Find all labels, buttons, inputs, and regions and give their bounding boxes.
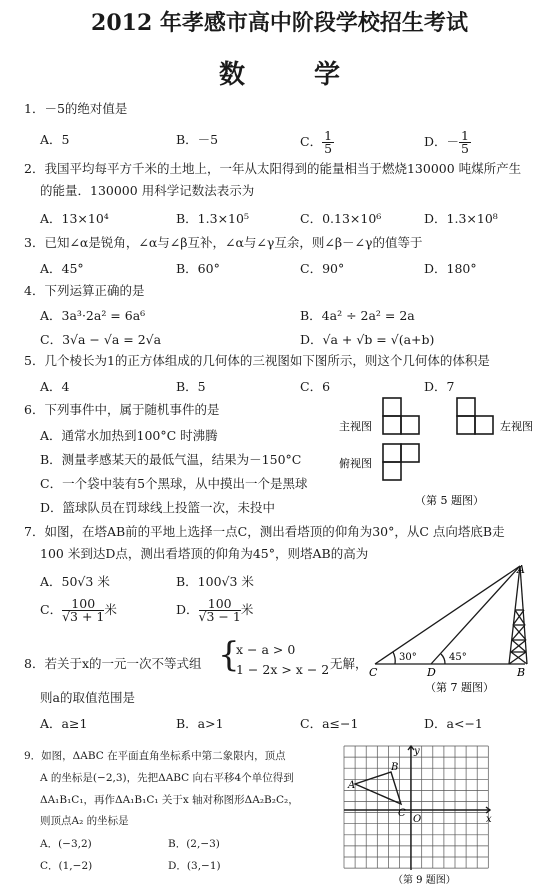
q4-opt-a: A．3a³·2a² = 6a⁶: [40, 308, 146, 323]
q8-ineq-1: x − a > 0: [236, 642, 296, 657]
sight-line-d: [431, 566, 520, 664]
q3-opt-d: D．180°: [424, 261, 477, 276]
q2-opt-c: C．0.13×10⁶: [300, 211, 382, 226]
q9-figure-caption: （第 9 题图）: [393, 875, 456, 886]
angle-45-label: 45°: [449, 652, 467, 663]
q8-opt-b: B．a>1: [176, 716, 224, 731]
q8-stem-b: 无解，: [330, 656, 368, 671]
q5-three-views-figure: [335, 392, 550, 514]
q7-opt-d: D． $\frac{100}{√3 - 1}$ 米: [176, 596, 254, 624]
left-view-cell: [457, 416, 475, 434]
q7-line1: 7．如图，在塔AB前的平地上选择一点C，测出看塔顶的仰角为30°，从C 点向塔底B走: [24, 524, 505, 539]
q9-line1: 9．如图，ΔABC 在平面直角坐标系中第二象限内，顶点: [24, 750, 286, 762]
q5-opt-a: A．4: [40, 379, 70, 394]
left-view-cell: [475, 416, 493, 434]
left-view-label: 左视图: [500, 420, 533, 433]
q9-line2: A 的坐标是(−2,3)，先把ΔABC 向右平移4个单位得到: [40, 772, 294, 784]
q2-line2: 的能量．130000 用科学记数法表示为: [40, 183, 255, 198]
q8-opt-a: A．a≥1: [40, 716, 88, 731]
q3-opt-c: C．90°: [300, 261, 345, 276]
q6-opt-a: A．通常水加热到100°C 时沸腾: [40, 428, 218, 443]
q3-opt-a: A．45°: [40, 261, 84, 276]
q9-opt-c: C．(1,−2): [40, 860, 93, 872]
q9-opt-d: D．(3,−1): [168, 860, 221, 872]
x-axis-label: x: [486, 814, 492, 825]
main-view-cell: [383, 398, 401, 416]
q8-ineq-2: 1 − 2x > x − 2: [236, 662, 330, 677]
q8-brace: {: [218, 635, 240, 675]
q7-opt-a: A．50√3 米: [40, 574, 110, 589]
q5-stem: 5．几个棱长为1的正方体组成的几何体的三视图如下图所示，则这个几何体的体积是: [24, 353, 490, 368]
q8-line2: 则a的取值范围是: [40, 690, 135, 705]
angle-30-label: 30°: [399, 652, 417, 663]
q1-frac-d: $\frac{1}{5}$: [461, 128, 469, 156]
q7-tower-figure: [365, 560, 555, 695]
q4-opt-b: B．4a² ÷ 2a² = 2a: [300, 308, 415, 323]
q2-opt-a: A．13×10⁴: [40, 211, 109, 226]
q9-opt-a: A．(−3,2): [40, 838, 92, 850]
angle-arc-30: [393, 652, 395, 664]
exam-title: 2012 年孝感市高中阶段学校招生考试: [91, 10, 468, 36]
q5-opt-d: D．7: [424, 379, 455, 394]
left-view-cell: [457, 398, 475, 416]
main-view-cell: [401, 416, 419, 434]
q1-opt-c: C． $\frac{1}{5}$: [300, 128, 333, 156]
q1-opt-b: B．－5: [176, 132, 219, 147]
q7-frac-d: $\frac{100}{√3 - 1}$: [198, 596, 241, 624]
point-b-label: B: [517, 666, 526, 679]
top-view-cell: [383, 462, 401, 480]
sight-line-c: [375, 566, 520, 664]
top-view-cell: [383, 444, 401, 462]
q9-grid-figure: [338, 742, 496, 886]
q9-line3: ΔA₁B₁C₁，再作ΔA₁B₁C₁ 关于x 轴对称图形ΔA₂B₂C₂，: [40, 794, 299, 806]
q4-opt-c: C．3√a − √a = 2√a: [40, 332, 162, 347]
top-view-cell: [401, 444, 419, 462]
point-c-label: C: [369, 666, 378, 679]
q2-opt-b: B．1.3×10⁵: [176, 211, 249, 226]
coordinate-grid: [344, 746, 488, 868]
q1-opt-a: A．5: [40, 132, 70, 147]
point-a-label: A: [348, 780, 356, 791]
q2-line1: 2．我国平均每平方千米的土地上，一年从太阳得到的能量相当于燃烧130000 吨煤所产生: [24, 161, 522, 176]
main-view-label: 主视图: [339, 420, 372, 433]
q2-opt-d: D．1.3×10⁸: [424, 211, 498, 226]
q7-figure-caption: （第 7 题图）: [425, 681, 494, 694]
q8-opt-c: C．a≤−1: [300, 716, 359, 731]
q6-opt-b: B．测量孝感某天的最低气温，结果为－150°C: [40, 452, 302, 467]
triangle-abc: [355, 772, 401, 804]
q4-opt-d: D．√a + √b = √(a+b): [300, 332, 435, 347]
y-axis-label: y: [414, 746, 420, 757]
subject-title: 数 学: [218, 60, 371, 90]
q5-opt-b: B．5: [176, 379, 206, 394]
q8-opt-d: D．a<−1: [424, 716, 483, 731]
q6-opt-d: D．篮球队员在罚球线上投篮一次，未投中: [40, 500, 276, 515]
q4-stem: 4．下列运算正确的是: [24, 283, 145, 298]
q7-opt-b: B．100√3 米: [176, 574, 254, 589]
point-d-label: D: [427, 666, 436, 679]
q1-stem: 1．－5的绝对值是: [24, 101, 128, 116]
top-view-label: 俯视图: [339, 457, 372, 470]
q9-opt-b: B．(2,−3): [168, 838, 220, 850]
q1-opt-d: D．－ $\frac{1}{5}$: [424, 128, 469, 156]
q6-opt-c: C．一个袋中装有5个黑球，从中摸出一个是黑球: [40, 476, 308, 491]
q8-stem-a: 8．若关于x的一元一次不等式组: [24, 656, 202, 671]
q3-opt-b: B．60°: [176, 261, 220, 276]
q9-line4: 则顶点A₂ 的坐标是: [40, 815, 129, 827]
q7-line2: 100 米到达D点，测出看塔顶的仰角为45°，则塔AB的高为: [40, 546, 369, 561]
q6-stem: 6．下列事件中，属于随机事件的是: [24, 402, 220, 417]
q7-opt-c: C． $\frac{100}{√3 + 1}$ 米: [40, 596, 117, 624]
point-a-label: A: [517, 563, 525, 576]
main-view-cell: [383, 416, 401, 434]
angle-arc-45: [441, 654, 445, 664]
q5-figure-caption: （第 5 题图）: [415, 494, 484, 507]
q7-frac-c: $\frac{100}{√3 + 1}$: [62, 596, 105, 624]
origin-label: O: [413, 814, 422, 825]
point-b-label: B: [391, 762, 399, 773]
point-c-label: C: [398, 808, 406, 819]
q5-opt-c: C．6: [300, 379, 331, 394]
q3-stem: 3．已知∠α是锐角，∠α与∠β互补，∠α与∠γ互余，则∠β－∠γ的值等于: [24, 235, 423, 250]
q1-frac-c: $\frac{1}{5}$: [324, 128, 333, 156]
